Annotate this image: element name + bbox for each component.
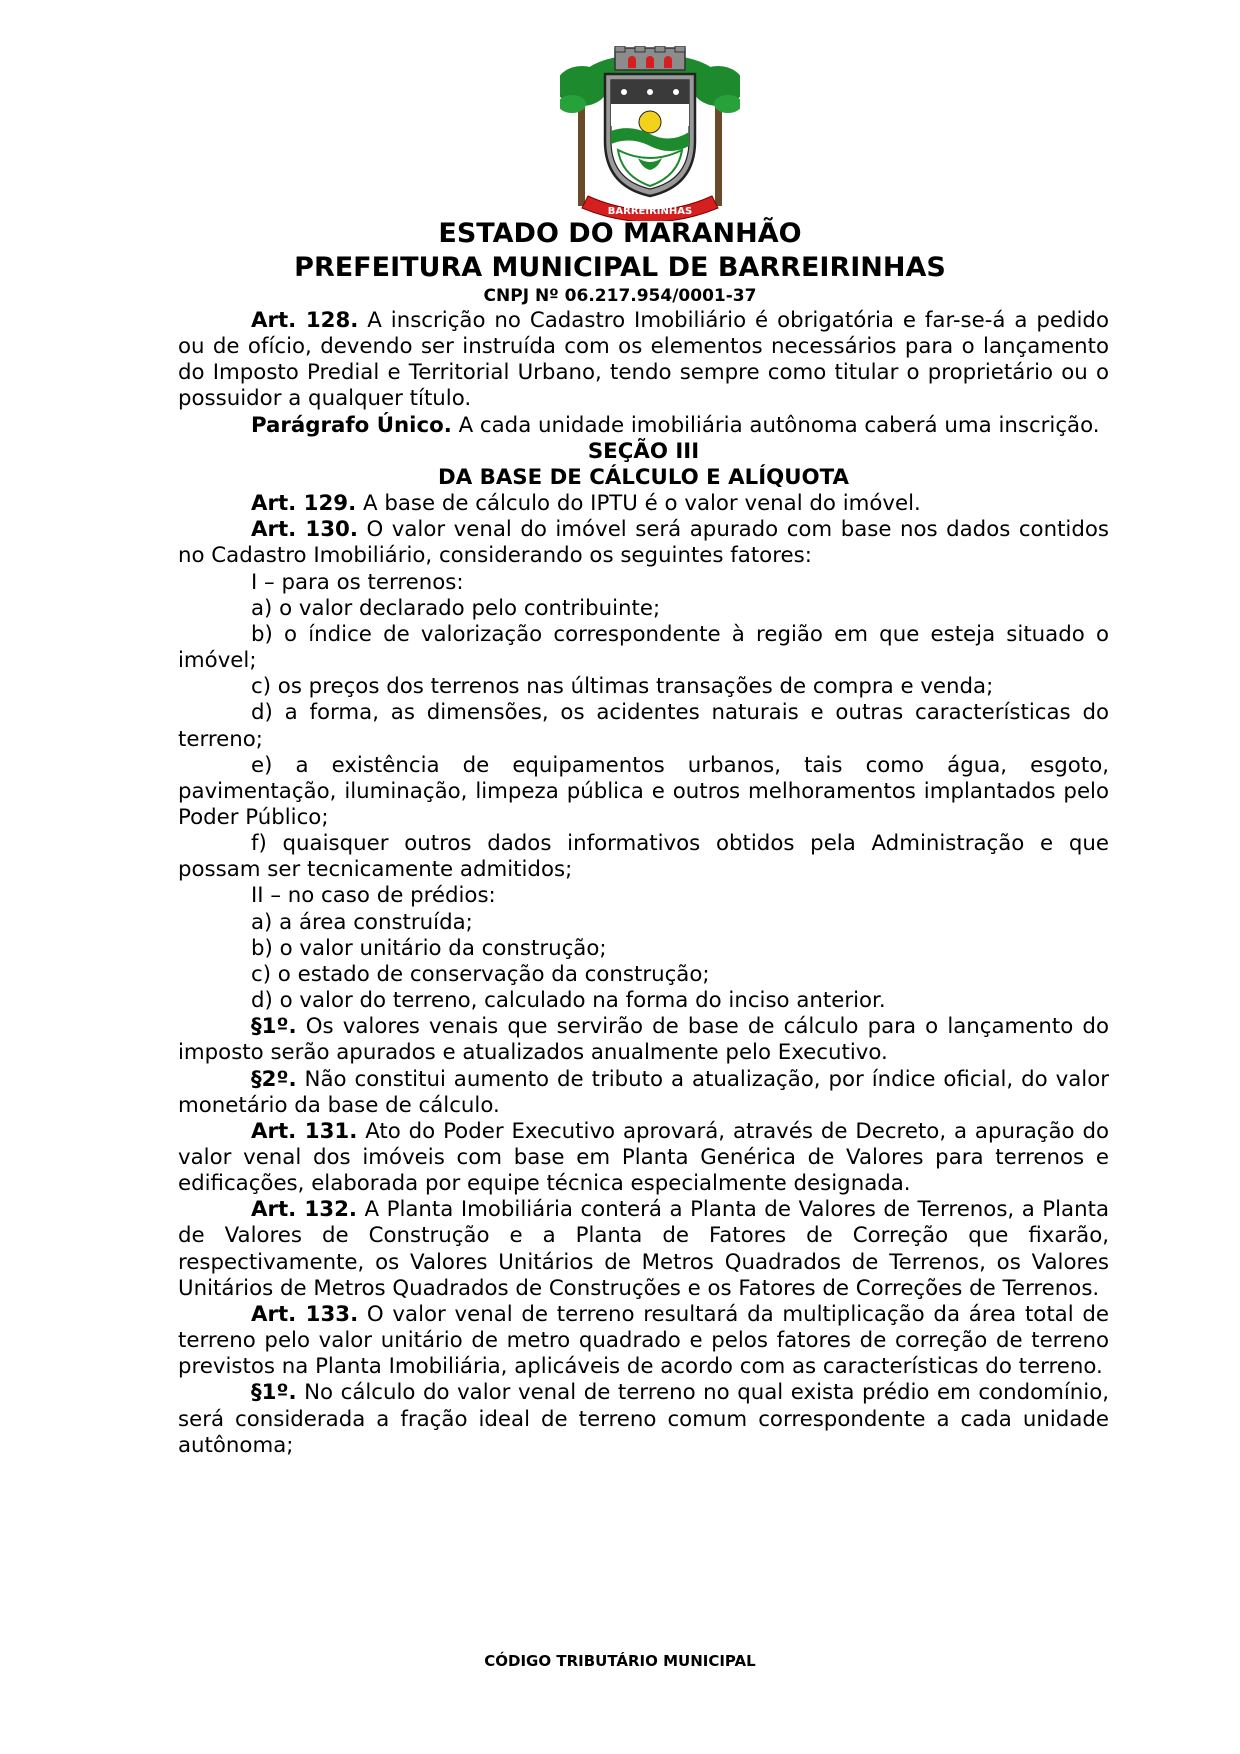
paragraph-art-128 [178, 308, 1109, 413]
article-label: §1º. [251, 1380, 297, 1406]
paragraph-sole [178, 413, 1109, 439]
list-item: d) a forma, as dimensões, os acidentes naturais e outras características do terreno; [178, 700, 1109, 752]
paragraph-art-133 [178, 1302, 1109, 1380]
list-item: b) o índice de valorização correspondente à região em que esteja situado o imóvel; [178, 621, 1109, 674]
article-label: Art. 131. [251, 1118, 358, 1144]
state-heading: ESTADO DO MARANHÃO [438, 218, 802, 249]
document-body [178, 308, 1109, 1459]
article-text: A Planta Imobiliária conterá a Planta de Valores de Terrenos, a Planta de Valores de Construção e a Planta de Fatores de Correção que fixarão, respectivamente, os Valores Unitários de Metros Quadrados de Terrenos, os Valores Unitários de Metros Quadrados de Construções e os Fatores de Correções de Terrenos. [178, 1197, 1109, 1301]
article-label: Parágrafo Único. [251, 412, 452, 438]
list-item: d) o valor do terreno, calculado na forma do inciso anterior. [251, 988, 886, 1014]
municipal-coat-of-arms [560, 46, 740, 221]
article-text: Ato do Poder Executivo aprovará, através de Decreto, a apuração do valor venal dos imóveis com base em Planta Genérica de Valores para terrenos e edificações, elaborada por equipe técnica especialmente designada. [178, 1118, 1109, 1197]
footer-title: CÓDIGO TRIBUTÁRIO MUNICIPAL [484, 1652, 756, 1670]
paragraph-par-2 [178, 1067, 1109, 1119]
list-item: e) a existência de equipamentos urbanos, tais como água, esgoto, pavimentação, iluminação, limpeza pública e outros melhoramentos implantados pelo Poder Público; [178, 752, 1109, 830]
section-subtitle: DA BASE DE CÁLCULO E ALÍQUOTA [438, 464, 849, 490]
list-item: b) o valor unitário da construção; [251, 935, 607, 961]
article-text: Não constitui aumento de tributo a atualização, por índice oficial, do valor monetário da base de cálculo. [178, 1066, 1109, 1118]
article-label: Art. 132. [251, 1197, 357, 1223]
list-item: I – para os terrenos: [251, 569, 464, 595]
paragraph-art-130 [178, 517, 1109, 569]
article-text: O valor venal do imóvel será apurado com base nos dados contidos no Cadastro Imobiliário, considerando os seguintes fatores: [178, 517, 1109, 569]
paragraph-art-132 [178, 1197, 1109, 1302]
list-item: c) o estado de conservação da construção; [251, 961, 710, 987]
list-item: a) o valor declarado pelo contribuinte; [251, 595, 661, 621]
article-label: §1º. [251, 1014, 297, 1040]
paragraph-art-133-par-1 [178, 1380, 1109, 1458]
list-item: f) quaisquer outros dados informativos obtidos pela Administração e que possam ser tecnicamente admitidos; [178, 831, 1109, 883]
paragraph-art-129 [178, 491, 1109, 517]
article-label: §2º. [251, 1066, 297, 1092]
paragraph-par-1 [178, 1014, 1109, 1066]
article-text: A cada unidade imobiliária autônoma caberá uma inscrição. [451, 412, 1100, 438]
section-title: SEÇÃO III [587, 438, 700, 464]
cnpj-line: CNPJ Nº 06.217.954/0001-37 [483, 286, 757, 306]
article-text: O valor venal de terreno resultará da multiplicação da área total de terreno pelo valor unitário de metro quadrado e pelos fatores de correção de terreno previstos na Planta Imobiliária, aplicáveis de acordo com as características do terreno. [178, 1301, 1109, 1380]
article-label: Art. 130. [251, 517, 358, 543]
list-item: II – no caso de prédios: [251, 883, 496, 909]
list-item: a) a área construída; [251, 909, 473, 935]
article-label: Art. 129. [251, 491, 357, 517]
paragraph-art-131 [178, 1119, 1109, 1197]
city-hall-heading: PREFEITURA MUNICIPAL DE BARREIRINHAS [294, 252, 946, 283]
article-label: Art. 133. [251, 1301, 359, 1327]
article-text: A inscrição no Cadastro Imobiliário é obrigatória e far-se-á a pedido ou de ofício, devendo ser instruída com os elementos necessários para o lançamento do Imposto Predial e Territorial Urbano, tendo sempre como titular o proprietário ou o possuidor a qualquer título. [178, 308, 1109, 412]
article-text: A base de cálculo do IPTU é o valor venal do imóvel. [356, 491, 921, 517]
list-item: c) os preços dos terrenos nas últimas transações de compra e venda; [251, 674, 994, 700]
article-label: Art. 128. [251, 308, 359, 333]
crest-ribbon-text: BARREIRINHAS [607, 206, 693, 217]
article-text: No cálculo do valor venal de terreno no qual exista prédio em condomínio, será considerada a fração ideal de terreno comum correspondente a cada unidade autônoma; [178, 1380, 1109, 1458]
article-text: Os valores venais que servirão de base de cálculo para o lançamento do imposto serão apurados e atualizados anualmente pelo Executivo. [178, 1014, 1109, 1066]
